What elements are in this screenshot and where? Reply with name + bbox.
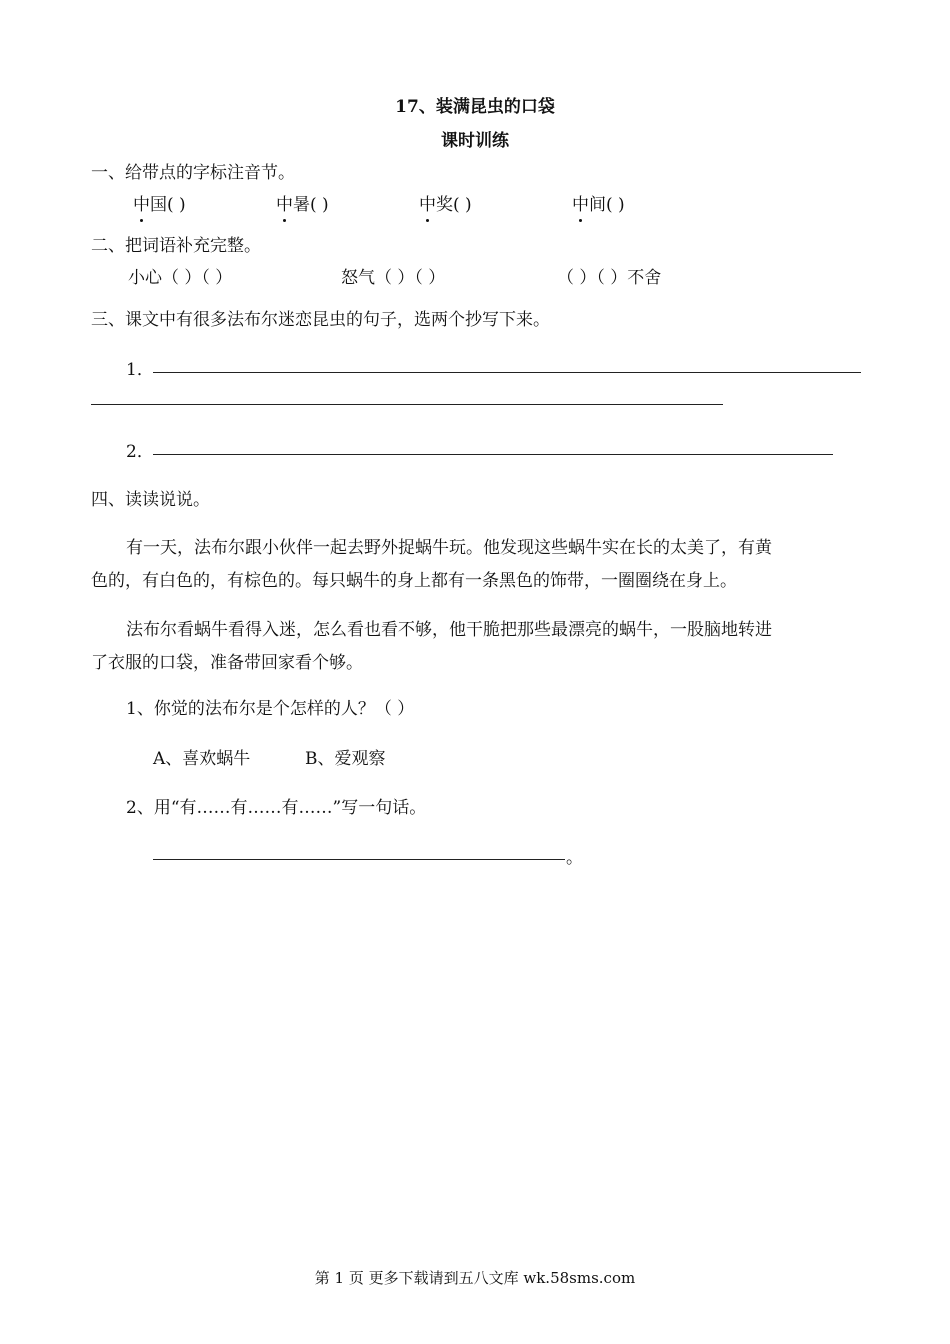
option-b: B、爱观察 xyxy=(305,749,386,769)
q3-number-2: 2． xyxy=(126,442,154,462)
sub-question-2: 2、用“有……有……有……”写一句话。 xyxy=(126,798,427,818)
q2-item-1: 小心（ ）（ ） xyxy=(128,268,233,288)
q2-item-3: （ ）（ ）不舍 xyxy=(557,268,662,288)
answer-line-1a[interactable] xyxy=(153,372,861,373)
passage-1-line-1: 有一天，法布尔跟小伙伴一起去野外捉蜗牛玩。他发现这些蜗牛实在长的太美了，有黄 xyxy=(126,538,772,558)
option-a: A、喜欢蜗牛 xyxy=(153,749,251,769)
passage-1-line-2: 色的，有白色的，有棕色的。每只蜗牛的身上都有一条黑色的饰带，一圈圈绕在身上。 xyxy=(91,571,737,591)
q3-heading: 三、课文中有很多法布尔迷恋昆虫的句子，选两个抄写下来。 xyxy=(91,310,550,330)
q1-item-1: 中国( ) xyxy=(133,190,186,215)
passage-2-line-2: 了衣服的口袋，准备带回家看个够。 xyxy=(91,653,363,673)
answer-line-1b[interactable] xyxy=(91,404,723,405)
q1-item-3: 中奖( ) xyxy=(419,190,472,215)
page-title: 17、装满昆虫的口袋 xyxy=(395,97,555,117)
answer-line-2[interactable] xyxy=(153,454,833,455)
passage-2-line-1: 法布尔看蜗牛看得入迷，怎么看也看不够，他干脆把那些最漂亮的蜗牛，一股脑地转进 xyxy=(126,620,772,640)
q1-heading: 一、给带点的字标注音节。 xyxy=(91,163,295,183)
period-mark: 。 xyxy=(566,848,583,868)
answer-line-3[interactable] xyxy=(153,859,565,860)
q2-item-2: 怒气（ ）（ ） xyxy=(341,268,446,288)
page-footer: 第 1 页 更多下载请到五八文库 wk.58sms.com xyxy=(314,1269,636,1287)
sub-question-1: 1、你觉的法布尔是个怎样的人？（ ） xyxy=(126,699,415,719)
page-subtitle: 课时训练 xyxy=(441,131,509,151)
q3-number-1: 1． xyxy=(126,360,154,380)
q2-heading: 二、把词语补充完整。 xyxy=(91,236,261,256)
q4-heading: 四、读读说说。 xyxy=(91,490,210,510)
q1-item-2: 中暑( ) xyxy=(276,190,329,215)
q1-item-4: 中间( ) xyxy=(572,190,625,215)
